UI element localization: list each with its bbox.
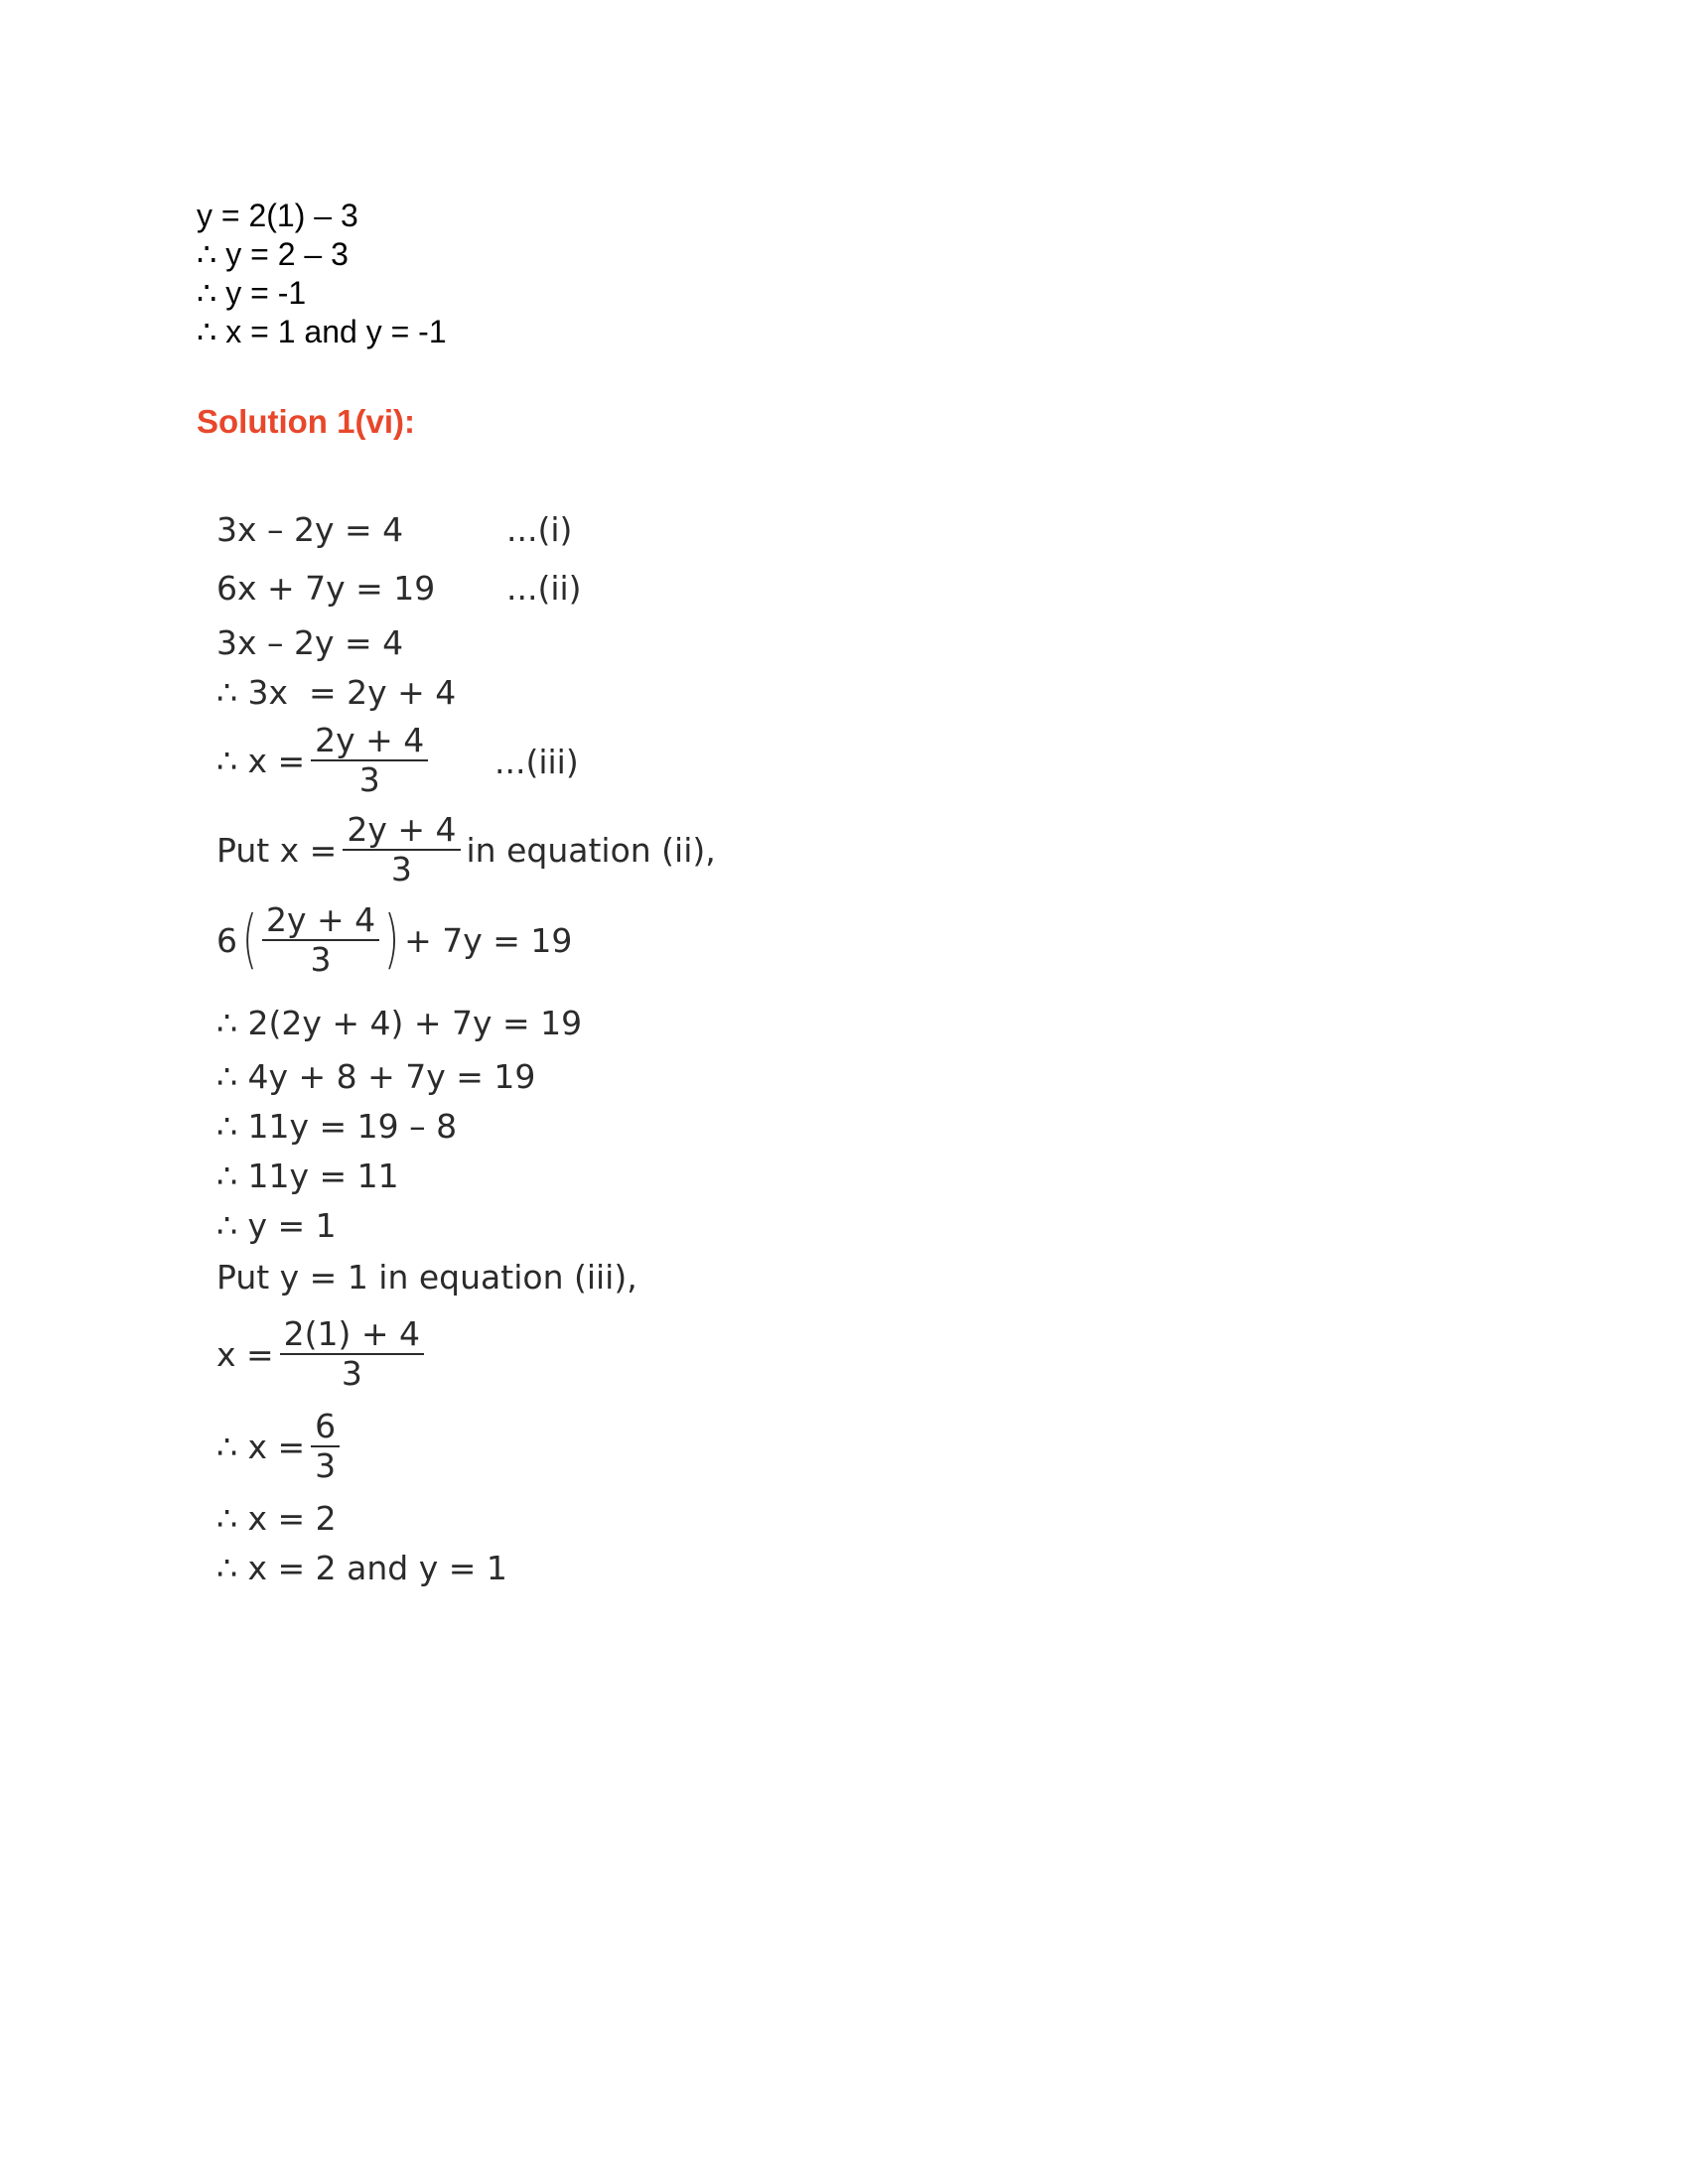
fraction-denominator: 3 (390, 850, 412, 888)
equation-line (216, 569, 435, 608)
fraction (262, 901, 379, 979)
equation-line (216, 1057, 535, 1096)
equation-text: ∴ x = 2 and y = 1 (216, 1549, 507, 1587)
equation-line (216, 722, 434, 799)
equation-text: 3x – 2y = 4 (216, 510, 404, 549)
equation-tag: ...(ii) (506, 569, 582, 608)
text-line: y = 2(1) – 3 (197, 198, 358, 233)
equation-tag: ...(i) (506, 510, 573, 549)
equation-text: ∴ x = 2 (216, 1499, 337, 1538)
equation-line (216, 1408, 346, 1485)
text-line: ∴ y = -1 (197, 275, 307, 311)
equation-line (216, 1549, 507, 1587)
fraction (311, 722, 428, 799)
solution-heading: Solution 1(vi): (197, 403, 415, 440)
equation-text: + 7y = 19 (404, 920, 573, 960)
equation-line (216, 1157, 399, 1195)
text-line: ∴ y = 2 – 3 (197, 236, 349, 272)
equation-text: Put y = 1 in equation (iii), (216, 1258, 637, 1297)
equation-text: 3x – 2y = 4 (216, 623, 404, 662)
equation-line (216, 811, 716, 888)
previous-solution-end (197, 197, 447, 351)
left-paren: ( (241, 903, 257, 977)
fraction-denominator: 3 (341, 1354, 362, 1393)
fraction (343, 811, 460, 888)
equation-text: 6 (216, 920, 237, 960)
fraction-denominator: 3 (358, 760, 380, 799)
equation-text: ∴ 11y = 19 – 8 (216, 1107, 458, 1146)
fraction (280, 1315, 424, 1393)
equation-line (216, 510, 403, 549)
equation-text: ∴ 2(2y + 4) + 7y = 19 (216, 1004, 583, 1042)
equation-text: Put x = (216, 830, 338, 870)
fraction-numerator: 6 (315, 1407, 337, 1445)
equation-line (216, 1004, 582, 1042)
text-line: ∴ x = 1 and y = -1 (197, 314, 447, 349)
equation-line (216, 1315, 430, 1393)
right-paren: ) (384, 903, 400, 977)
fraction-numerator: 2(1) + 4 (283, 1314, 421, 1353)
fraction-numerator: 2y + 4 (265, 900, 376, 939)
equation-text: ∴ x = (216, 1427, 306, 1466)
equation-text: 6x + 7y = 19 (216, 569, 436, 608)
equation-text: in equation (ii), (466, 830, 716, 870)
fraction-numerator: 2y + 4 (347, 810, 457, 849)
equation-line (216, 1206, 337, 1245)
equation-tag: ...(iii) (494, 743, 579, 781)
equation-text: x = (216, 1334, 274, 1374)
equation-text: ∴ y = 1 (216, 1206, 337, 1245)
equation-line (216, 901, 572, 979)
equation-text: ∴ 4y + 8 + 7y = 19 (216, 1057, 536, 1096)
fraction-numerator: 2y + 4 (315, 721, 425, 759)
equation-line (216, 623, 403, 662)
equation-text: ∴ 3x = 2y + 4 (216, 673, 457, 712)
equation-line (216, 673, 456, 712)
equation-line (216, 1107, 457, 1146)
fraction (311, 1408, 340, 1485)
equation-text: ∴ x = (216, 741, 306, 780)
fraction-denominator: 3 (310, 940, 332, 979)
equation-text: ∴ 11y = 11 (216, 1157, 399, 1195)
equation-line (216, 1258, 637, 1297)
equation-line (216, 1499, 337, 1538)
fraction-denominator: 3 (315, 1446, 337, 1485)
